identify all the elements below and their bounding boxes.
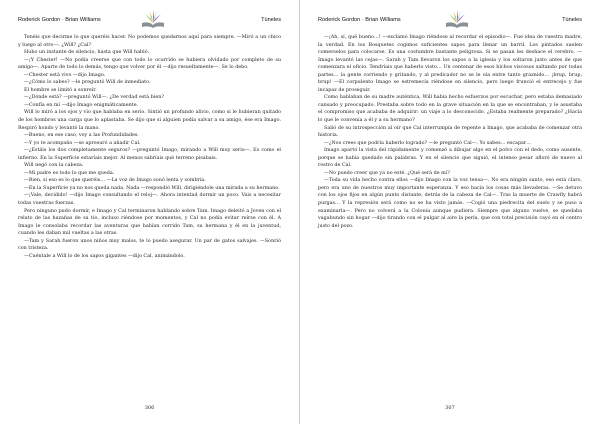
header-author: Roderick Gordon · Brian Williams bbox=[318, 17, 401, 23]
paragraph: Tenéis que decirme lo que queréis hacer. No podemos quedarnos aquí para siempre. —Miró a un chico y luego al otro—. ¿Will? ¿Cal? bbox=[18, 34, 281, 48]
paragraph: El hombre se limitó a sonreír. bbox=[24, 86, 97, 93]
paragraph: —Tam y Sarah fueron unos niños muy malos, te lo puedo asegurar. Un par de gatos salvajes. —Sonrió con tristeza. bbox=[18, 237, 281, 252]
book-logo-icon bbox=[444, 8, 470, 30]
header-title: Túneles bbox=[261, 17, 281, 23]
paragraph: Salió de su introspección al oír que Cal interrumpía de repente a Imago, que acababa de comenzar otra historia. bbox=[318, 124, 582, 139]
paragraph: —Cuéntale a Will lo de los sapos gigantes —dijo Cal, animándolo. bbox=[24, 252, 185, 259]
header-title: Túneles bbox=[562, 17, 582, 23]
paragraph: Will lo miró a los ojos y vio que hablaba en serio. Sintió un profundo alivio, como si le hubieran quitado de los hombros una carga que lo aplastaba. Se dijo que si alguien podía salvar a su amigo, ése era Imago. Respiró hondo y levantó la mano. bbox=[18, 109, 281, 131]
paragraph: —¿Estáis los dos completamente seguros? —preguntó Imago, mirando a Will muy serio—. Es como el infierno. En la Superficie estaríais mejor. Al menos sabríais qué terreno pisabais. bbox=[18, 147, 281, 161]
paragraph: Como hablaban de su madre auténtica, Will había hecho esfuerzos por escuchar, pero estaba demasiado cansado y preocupado. Prestaba sobre todo en la grave situación en la que se encontraban, y le asustaba el compromiso que acababa de adquirir: un viaje a lo desconocido. ¿Estaba realmente preparado? ¿Hacía lo que le convenía a él y a su hermano? bbox=[318, 94, 582, 124]
paragraph: —Bueno, en ese caso, voy a las Profundidades. bbox=[24, 132, 139, 139]
left-page-text bbox=[18, 34, 281, 260]
paragraph: —¡Y Chester! —No podía creerse que con todo lo ocurrido se hubiera olvidado por completo de su amigo—. Aparte de todo lo demás, tengo que volver por él —dijo resueltamente—. Se lo debo. bbox=[18, 56, 281, 71]
paragraph: —Chester está vivo —dijo Imago. bbox=[24, 71, 106, 78]
paragraph: —¿Cómo lo sabes? —le preguntó Will de inmediato. bbox=[24, 79, 151, 86]
right-page bbox=[300, 0, 600, 424]
right-page-text bbox=[318, 34, 582, 230]
paragraph: Imago apartó la vista del rápidamente y comenzó a dibujar algo en el polvo con el dedo, como ausente, porque se había quedado sin palabras. Y en el silencio que siguió, el intenso pesar afloró de nuevo al rostro de Cal. bbox=[318, 147, 582, 169]
page-number: 307 bbox=[445, 405, 455, 411]
page-number: 306 bbox=[144, 405, 155, 411]
paragraph: Hubo un instante de silencio, hasta que Will habló. bbox=[24, 49, 150, 56]
paragraph: —En la Superficie ya no nos queda nada. Nada —respondió Will, dirigiéndole una mirada a su hermano. bbox=[24, 184, 280, 191]
book-logo-icon bbox=[140, 8, 166, 30]
paragraph: —Confía en mí —dijo Imago enigmáticamente. bbox=[24, 101, 139, 108]
paragraph: —No puedo creer que ya no esté. ¿Qué será de mí? bbox=[324, 169, 450, 176]
paragraph: Pero ninguno pudo dormir, e Imago y Cal terminaron hablando sobre Tam. Imago deleitó a Joven con el relato de las hazañas de su tío, incluso riéndose por momentos, y Cal no podía evitar reírse con él. A Imago le consolaba recordar las aventuras que habían corrido Tam, su hermana y él en la juventud, cuando les daban mil vueltas a las otras. bbox=[18, 207, 281, 237]
paragraph: —Mi padre es todo lo que me queda. bbox=[24, 169, 115, 176]
paragraph: —¡Vale, decidido! —dijo Imago consultando el reloj—. Ahora intentad dormir un poco. Vais a necesitar todas vuestras fuerzas. bbox=[18, 192, 281, 207]
paragraph: —¿Nos crees que podría haberlo logrado? —le preguntó Cal—. Yo sabes… escapar… bbox=[324, 139, 532, 146]
paragraph: —¡Ah, sí, qué bueno…! —exclamó Imago riéndose al recordar el episodio—. Fue idea de vuestra madre, la verdad. En los Bosquetes cogimos suficientes sapos para llenar un barril. Los pintados suelen comerselos para colocarse. Es una costumbre bastante peligrosa. Si se pasan les deshace el cerebro. —Imago levantó las cejas—. Sarah y Tam llevaron los sapos a la iglesia y los soltaron justo antes de que comenzara el oficio. Tendríais que haberlo visto… Un centenar de esos bichos viscosos saltando por todas partes… la gente corriendo y gritando, y al predicador no se le oía entre tanto graznido… ¡brup, brup, brup! —El corpulento Imago se estremecía riéndose en silencio, pero luego frunció el entrecejo y fue incapaz de proseguir. bbox=[318, 34, 582, 93]
header-author: Roderick Gordon · Brian Williams bbox=[18, 17, 101, 23]
paragraph: —Toda su vida hecho contra ellos —dijo Imago con la voz tensa—. No era ningún santo, eso está claro, pero era uno de nuestros muy importante esperanza. Y eso hacía los cosas más llevaderas. —Se detuvo con los ojos fijos en algún punto distante, detrás de la cabeza de Cal—. Tras la muerte de Crawfly habrá purgas… Y la represión será como no se ha visto jamás. —Cogió una piedrecita del suelo y se puso a examinarla—. Pero no volverá a la Colonia aunque pudiera. Siempre que alguno vuelve, se quedaba vagabundo sin hogar —dijo tirando con el pulgar al aire la perla, que con total precisión cayó en el centro justo del pozo. bbox=[318, 177, 582, 229]
paragraph: —Bien, si eso es lo que queréis… —La voz de Imago sonó lenta y sombría. bbox=[24, 177, 206, 184]
paragraph: —Y yo te acompaño —se apresuró a añadir Cal. bbox=[24, 139, 141, 146]
paragraph: —¿Dónde está? —preguntó Will—. ¿De verdad está bien? bbox=[24, 94, 164, 101]
paragraph: Will negó con la cabeza. bbox=[24, 162, 84, 169]
